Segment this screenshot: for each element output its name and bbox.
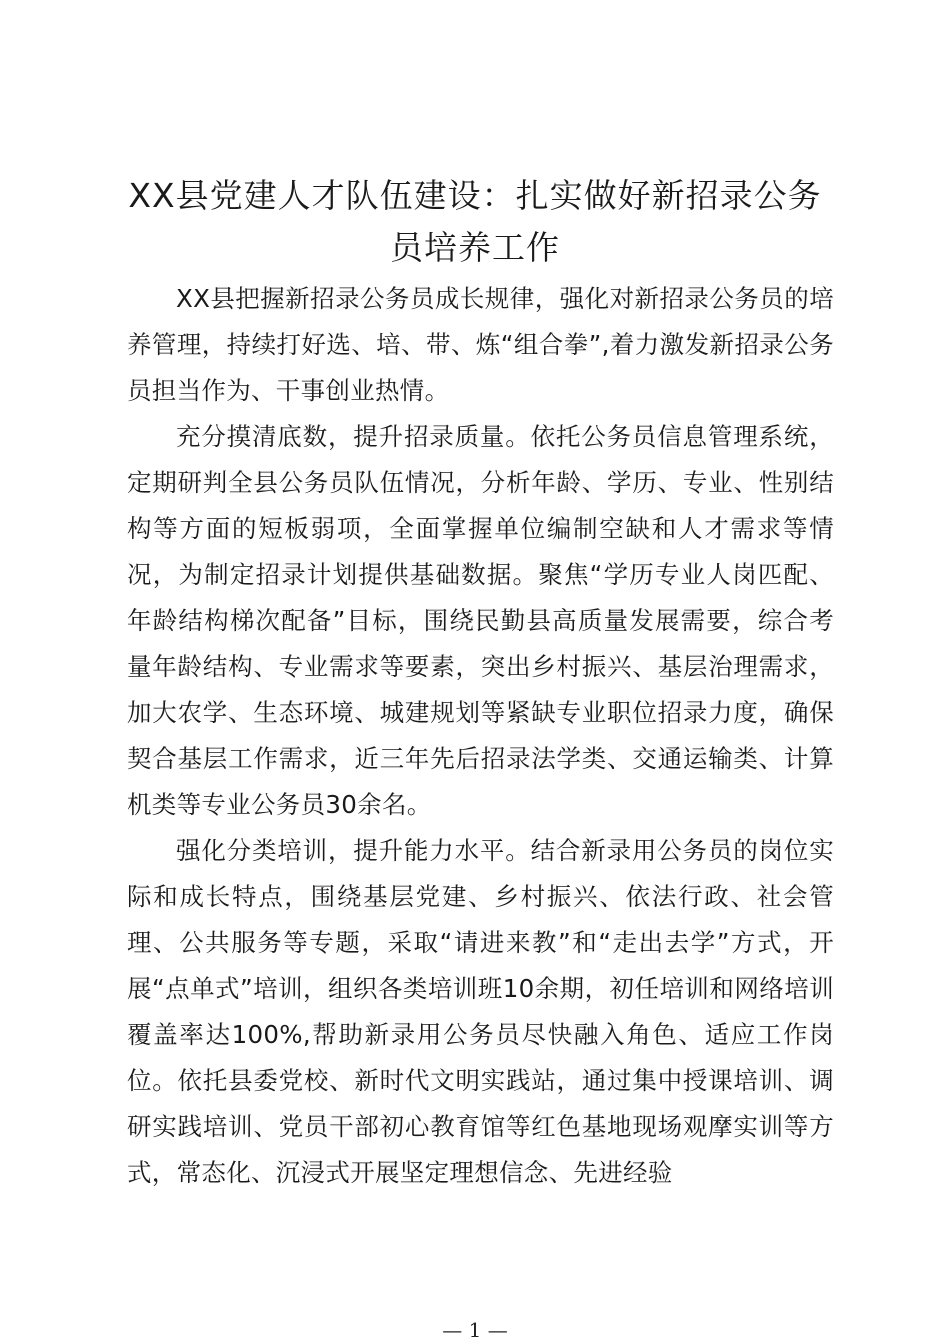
paragraph-intro: XX县把握新招录公务员成长规律，强化对新招录公务员的培养管理，持续打好选、培、带、炼“组合拳”,着力激发新招录公务员担当作为、干事创业热情。 (127, 284, 834, 405)
paragraph-recruitment-quality: 充分摸清底数，提升招录质量。依托公务员信息管理系统，定期研判全县公务员队伍情况，分析年龄、学历、专业、性别结构等方面的短板弱项，全面掌握单位编制空缺和人才需求等情况，为制定招录计划提供基础数据。聚焦“学历专业人岗匹配、年龄结构梯次配备”目标，围绕民勤县高质量发展需要，综合考量年龄结构、专业需求等要素，突出乡村振兴、基层治理需求，加大农学、生态环境、城建规划等紧缺专业职位招录力度，确保契合基层工作需求，近三年先后招录法学类、交通运输类、计算机类等专业公务员30余名。 (127, 422, 834, 819)
document-title: XX县党建人才队伍建设：扎实做好新招录公务员培养工作 (128, 176, 822, 267)
paragraph-classified-training: 强化分类培训，提升能力水平。结合新录用公务员的岗位实际和成长特点，围绕基层党建、乡村振兴、依法行政、社会管理、公共服务等专题，采取“请进来教”和“走出去学”方式，开展“点单式”培训，组织各类培训班10余期，初任培训和网络培训覆盖率达100%,帮助新录用公务员尽快融入角色、适应工作岗位。依托县委党校、新时代文明实践站，通过集中授课培训、调研实践培训、党员干部初心教育馆等红色基地现场观摩实训等方式，常态化、沉浸式开展坚定理想信念、先进经验 (127, 836, 834, 1187)
page-number: — 1 — (442, 1318, 508, 1342)
document-body (127, 276, 834, 1196)
